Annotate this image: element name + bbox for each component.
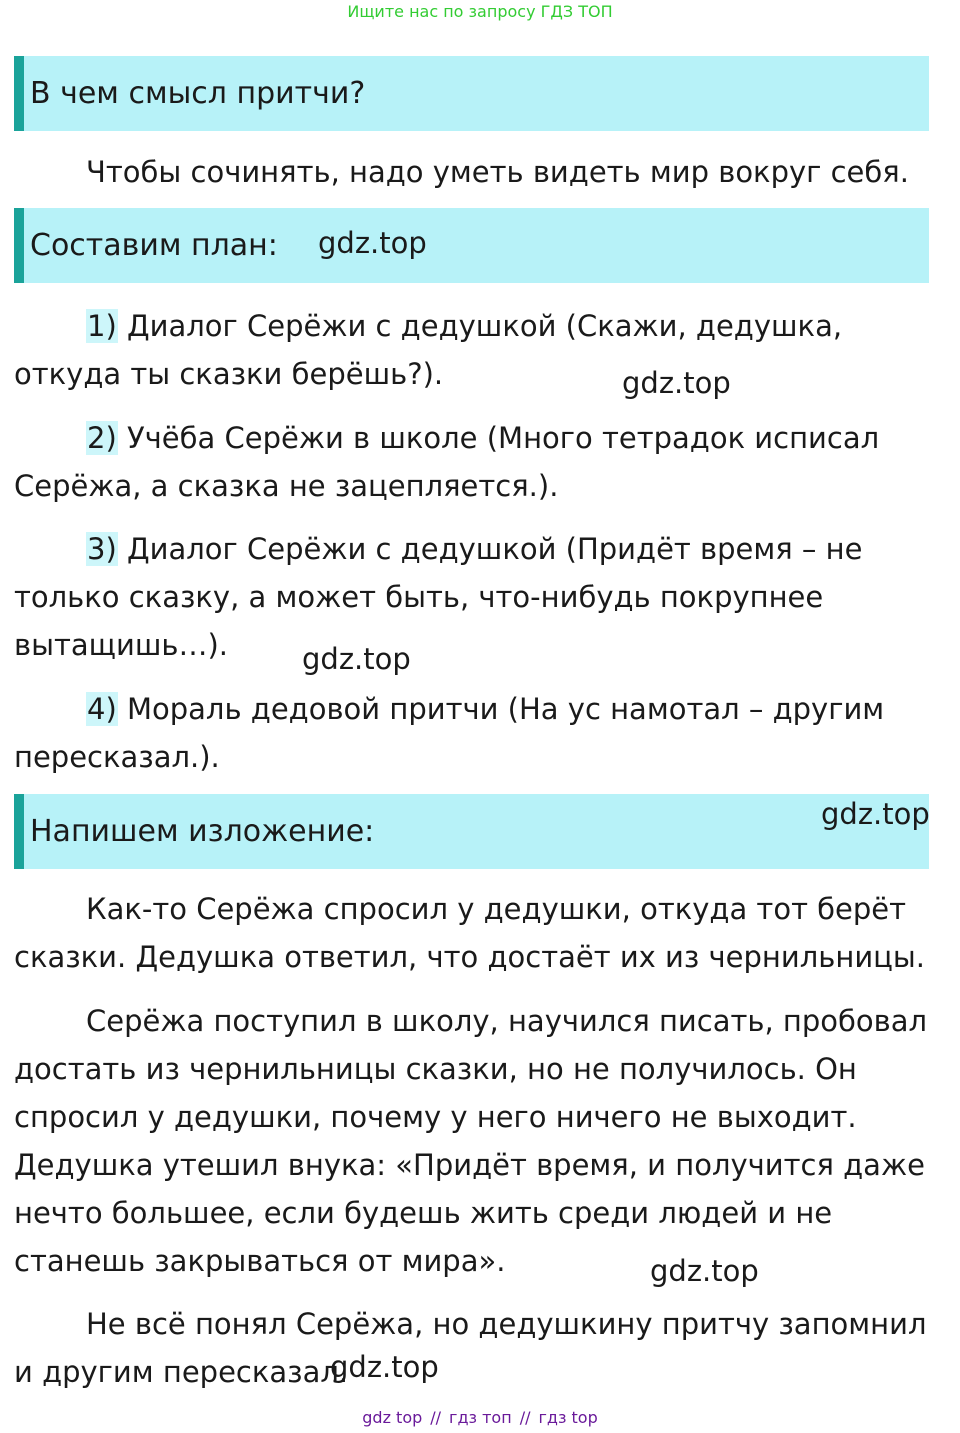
meaning-paragraph xyxy=(14,148,944,196)
section-header-meaning xyxy=(14,56,929,131)
watermark: gdz.top xyxy=(821,797,930,831)
essay-paragraph xyxy=(14,997,944,1285)
plan-item xyxy=(14,525,874,669)
essay-text: Как-то Серёжа спросил у дедушки, откуда тот берёт сказки. Дедушка ответил, что достаёт их из чернильницы. xyxy=(14,892,926,974)
footer-link[interactable]: гдз top xyxy=(538,1408,598,1427)
footer-separator: // xyxy=(430,1408,442,1427)
section-title: В чем смысл притчи? xyxy=(30,76,366,111)
section-header-essay xyxy=(14,794,929,869)
plan-item-number: 4) xyxy=(87,692,117,726)
watermark: gdz.top xyxy=(330,1350,439,1384)
plan-item-text: Диалог Серёжи с дедушкой (Придёт время – не только сказку, а может быть, что-нибудь покрупнее вытащишь…). xyxy=(14,532,863,662)
watermark: gdz.top xyxy=(650,1254,759,1288)
plan-item-text: Мораль дедовой притчи (На ус намотал – другим пересказал.). xyxy=(14,692,885,774)
plan-item-number: 2) xyxy=(87,421,117,455)
essay-paragraph xyxy=(14,885,944,981)
footer xyxy=(0,1408,960,1427)
plan-item-text: Диалог Серёжи с дедушкой (Скажи, дедушка, откуда ты сказки берёшь?). xyxy=(14,309,843,391)
essay-text: Серёжа поступил в школу, научился писать, пробовал достать из чернильницы сказки, но не получилось. Он спросил у дедушки, почему у него ничего не выходит. Дедушка утешил внука: «Придёт время, и получится даже нечто большее, если будешь жить среди людей и не станешь закрываться от мира». xyxy=(14,1004,928,1278)
watermark: gdz.top xyxy=(318,226,427,260)
top-banner: Ищите нас по запросу ГДЗ ТОП xyxy=(347,2,613,21)
footer-separator: // xyxy=(519,1408,531,1427)
footer-link[interactable]: gdz top xyxy=(362,1408,423,1427)
essay-paragraph xyxy=(14,1300,944,1396)
footer-link[interactable]: гдз топ xyxy=(449,1408,512,1427)
section-title: Напишем изложение: xyxy=(30,814,375,849)
plan-item xyxy=(14,685,944,781)
plan-item-number: 3) xyxy=(87,532,117,566)
section-header-plan xyxy=(14,208,929,283)
plan-item xyxy=(14,414,944,510)
watermark: gdz.top xyxy=(302,642,411,676)
plan-item-text: Учёба Серёжи в школе (Много тетрадок исписал Серёжа, а сказка не зацепляется.). xyxy=(14,421,880,503)
meaning-text: Чтобы сочинять, надо уметь видеть мир вокруг себя. xyxy=(86,155,909,189)
essay-text: Не всё понял Серёжа, но дедушкину притчу запомнил и другим пересказал. xyxy=(14,1307,927,1389)
section-title: Составим план: xyxy=(30,228,278,263)
plan-item xyxy=(14,302,944,398)
watermark: gdz.top xyxy=(622,366,731,400)
plan-item-number: 1) xyxy=(87,309,117,343)
